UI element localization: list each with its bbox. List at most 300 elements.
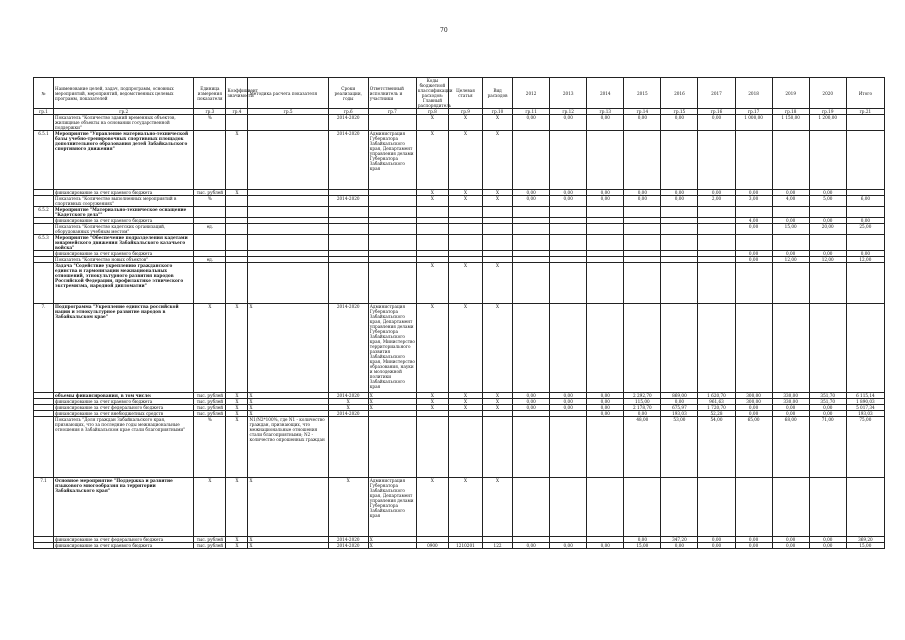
table-cell: X xyxy=(448,115,482,131)
table-cell xyxy=(846,115,884,131)
table-cell: 0,00 xyxy=(772,251,809,257)
table-cell xyxy=(698,235,735,251)
table-cell: 1 150,00 xyxy=(772,115,809,131)
table-cell xyxy=(194,207,226,218)
table-cell: 115,00 xyxy=(624,399,661,405)
table-cell: 0,00 xyxy=(661,115,698,131)
table-row xyxy=(34,478,885,537)
table-cell xyxy=(809,304,846,393)
table-cell: 0,00 xyxy=(550,405,587,411)
table-cell: 12,00 xyxy=(809,257,846,263)
table-cell: 0,00 xyxy=(550,399,587,405)
table-cell: 2012 xyxy=(513,78,550,109)
table-cell xyxy=(772,235,809,251)
table-cell: 53,00 xyxy=(661,417,698,478)
table-cell: 0,00 xyxy=(550,393,587,399)
table-cell: 300,00 xyxy=(735,393,772,399)
table-cell: 2017 xyxy=(698,78,735,109)
table-cell: X xyxy=(483,304,513,393)
table-cell: гр.12 xyxy=(550,109,587,115)
table-cell xyxy=(661,304,698,393)
table-cell: 6,00 xyxy=(846,196,884,207)
table-cell: 961,63 xyxy=(698,399,735,405)
table-cell: 12,00 xyxy=(846,257,884,263)
table-cell xyxy=(735,235,772,251)
table-cell xyxy=(226,115,248,131)
table-cell: 2014-2020 xyxy=(328,115,368,131)
table-cell: 330,00 xyxy=(772,393,809,399)
table-cell: Методика расчета показателя xyxy=(248,78,328,109)
table-cell xyxy=(34,224,54,235)
table-cell xyxy=(772,304,809,393)
table-cell: X xyxy=(368,405,416,411)
table-cell xyxy=(416,235,448,251)
table-cell: финансирование за счет краевого бюджета xyxy=(54,251,194,257)
table-cell: Задача "Содействие укреплению гражданского единства и гармонизации межнациональных отношений, этнокультурного развития народов Российской Федерации, профилактике этнического экстремизма, народной дипломатии" xyxy=(54,263,194,304)
table-cell: X xyxy=(416,393,448,399)
table-cell: 0,00 xyxy=(735,257,772,263)
table-cell: 0,00 xyxy=(587,393,624,399)
table-cell xyxy=(587,417,624,478)
table-cell xyxy=(483,207,513,218)
table-cell: 0,00 xyxy=(624,190,661,196)
table-cell: тыс. рублей xyxy=(194,411,226,417)
table-cell: объемы финансирования, в том числе: xyxy=(54,393,194,399)
table-cell: 0,00 xyxy=(661,543,698,549)
table-cell: X xyxy=(368,393,416,399)
table-cell xyxy=(513,207,550,218)
table-cell: 369,20 xyxy=(846,537,884,543)
table-cell: 2014-2020 xyxy=(328,393,368,399)
table-cell: 0,00 xyxy=(587,543,624,549)
table-cell: 7.1 xyxy=(34,478,54,537)
table-cell: X xyxy=(248,543,328,549)
table-cell xyxy=(809,235,846,251)
table-cell xyxy=(368,263,416,304)
table-cell xyxy=(587,304,624,393)
table-cell xyxy=(483,235,513,251)
table-cell: 6.5.1 xyxy=(34,131,54,190)
table-cell: 25,00 xyxy=(846,224,884,235)
table-cell: 2 292,70 xyxy=(624,393,661,399)
table-cell: 52,28 xyxy=(698,411,735,417)
table-cell: Подпрограмма "Укрепление единства российской нации и этнокультурное развитие народов в Забайкальском крае" xyxy=(54,304,194,393)
table-cell: 15,00 xyxy=(772,224,809,235)
table-cell: X xyxy=(483,478,513,537)
table-cell: N1/N2*100%, где N1 - количество граждан, признающих, что межнациональные отношения стали благоприятными; N2 - количество опрошенных граждан xyxy=(248,417,328,478)
table-cell: Сроки реализации, годы xyxy=(328,78,368,109)
table-cell: X xyxy=(328,399,368,405)
table-cell: Мероприятие "Материально-техническое оснащение "Кадетского дела"" xyxy=(54,207,194,218)
table-cell: 0,00 xyxy=(698,537,735,543)
table-cell xyxy=(661,235,698,251)
table-cell: тыс. рублей xyxy=(194,405,226,411)
table-row xyxy=(34,207,885,218)
table-cell xyxy=(846,478,884,537)
table-row xyxy=(34,115,885,131)
table-cell xyxy=(698,304,735,393)
table-cell: гр.1 xyxy=(34,109,54,115)
table-cell: гр.5 xyxy=(248,109,328,115)
table-row xyxy=(34,417,885,478)
table-cell xyxy=(226,196,248,207)
table-cell: 1 890,03 xyxy=(846,399,884,405)
table-cell: 0,00 xyxy=(698,543,735,549)
table-cell xyxy=(550,224,587,235)
table-cell: гр.7 xyxy=(368,109,416,115)
table-cell: Вид расходов xyxy=(483,78,513,109)
table-cell xyxy=(226,263,248,304)
table-cell: X xyxy=(448,304,482,393)
table-cell: X xyxy=(483,196,513,207)
table-cell xyxy=(550,235,587,251)
table-cell xyxy=(34,196,54,207)
table-cell: X xyxy=(328,405,368,411)
table-cell xyxy=(550,207,587,218)
table-cell: X xyxy=(248,399,328,405)
table-cell: X xyxy=(483,131,513,190)
table-cell: 0,00 xyxy=(624,196,661,207)
table-cell: 0,00 xyxy=(735,537,772,543)
table-cell xyxy=(513,235,550,251)
program-table xyxy=(33,77,885,549)
table-cell xyxy=(34,263,54,304)
table-cell xyxy=(448,207,482,218)
table-cell: 1 720,70 xyxy=(698,405,735,411)
table-cell: 1 620,70 xyxy=(698,393,735,399)
table-cell: 0,00 xyxy=(809,543,846,549)
table-cell: X xyxy=(194,478,226,537)
table-cell: X xyxy=(416,131,448,190)
table-cell: финансирование за счет федерального бюджета xyxy=(54,405,194,411)
table-cell xyxy=(846,207,884,218)
table-cell: 0,00 xyxy=(735,405,772,411)
table-cell xyxy=(194,235,226,251)
table-cell xyxy=(698,263,735,304)
table-cell xyxy=(661,478,698,537)
table-cell: 0,00 xyxy=(550,196,587,207)
table-cell: гр.14 xyxy=(624,109,661,115)
table-cell: 0,00 xyxy=(735,224,772,235)
table-cell xyxy=(587,224,624,235)
table-cell: 0,00 xyxy=(809,405,846,411)
table-cell: гр.19 xyxy=(809,109,846,115)
table-row xyxy=(34,304,885,393)
table-cell xyxy=(248,115,328,131)
table-cell: Коэффициент значимости xyxy=(226,78,248,109)
table-cell: 0,00 xyxy=(513,190,550,196)
table-cell: 0,00 xyxy=(698,190,735,196)
table-cell xyxy=(448,224,482,235)
table-cell: 6 115,14 xyxy=(846,393,884,399)
table-cell: % xyxy=(194,196,226,207)
table-cell: 0,00 xyxy=(624,411,661,417)
table-cell: 75,00 xyxy=(846,417,884,478)
table-cell: % xyxy=(194,115,226,131)
table-cell: 0,00 xyxy=(513,399,550,405)
table-cell: Итого xyxy=(846,78,884,109)
table-cell: X xyxy=(448,478,482,537)
table-cell: ед. xyxy=(194,224,226,235)
table-cell: X xyxy=(248,411,328,417)
table-cell: тыс. рублей xyxy=(194,537,226,543)
table-cell: 0,00 xyxy=(772,543,809,549)
table-cell: 0,00 xyxy=(846,251,884,257)
table-row xyxy=(34,224,885,235)
table-cell: гр.9 xyxy=(448,109,482,115)
table-cell: X xyxy=(448,131,482,190)
table-cell: 0,00 xyxy=(772,190,809,196)
table-cell: 0,00 xyxy=(624,115,661,131)
table-cell: X xyxy=(448,263,482,304)
table-cell xyxy=(661,263,698,304)
table-cell: 2,00 xyxy=(698,196,735,207)
table-cell xyxy=(226,224,248,235)
table-cell xyxy=(698,478,735,537)
table-cell: гр.18 xyxy=(772,109,809,115)
table-cell: 71,00 xyxy=(809,417,846,478)
table-cell: гр.8 xyxy=(416,109,448,115)
table-cell: гр.2 xyxy=(54,109,194,115)
table-cell xyxy=(587,235,624,251)
table-row xyxy=(34,543,885,549)
table-cell: 0,00 xyxy=(661,399,698,405)
table-cell: 675,97 xyxy=(661,405,698,411)
table-cell xyxy=(368,235,416,251)
table-cell: 4,00 xyxy=(772,196,809,207)
table-cell: 2018 xyxy=(735,78,772,109)
table-cell: финансирование за счет внебюджетных средств xyxy=(54,411,194,417)
table-cell xyxy=(368,207,416,218)
table-cell: финансирование за счет федерального бюджета xyxy=(54,537,194,543)
table-cell xyxy=(226,235,248,251)
table-cell xyxy=(328,417,368,478)
table-cell: 1 000,00 xyxy=(735,115,772,131)
table-cell: 0,00 xyxy=(809,411,846,417)
table-cell: 0900 xyxy=(416,543,448,549)
table-cell: 0,00 xyxy=(513,196,550,207)
table-cell xyxy=(624,304,661,393)
table-cell: 193,03 xyxy=(846,411,884,417)
table-cell: 2014-2020 xyxy=(328,411,368,417)
table-cell xyxy=(34,417,54,478)
table-cell: 0,00 xyxy=(735,251,772,257)
table-cell: тыс. рублей xyxy=(194,190,226,196)
table-cell: Основное мероприятие "Поддержка и развитие языкового многообразия на территории Забайкальского края" xyxy=(54,478,194,537)
table-cell: Ответственный исполнитель и участники xyxy=(368,78,416,109)
table-cell: 0,00 xyxy=(550,115,587,131)
table-cell: 3,00 xyxy=(735,196,772,207)
table-cell: 0,00 xyxy=(772,218,809,224)
table-row xyxy=(34,131,885,190)
table-cell: 0,00 xyxy=(587,190,624,196)
table-cell: Мероприятие "Обеспечение подразделения кадетами юнармейского движения Забайкальского казачьего войска" xyxy=(54,235,194,251)
table-cell: X xyxy=(226,537,248,543)
table-cell: X xyxy=(448,405,482,411)
table-cell xyxy=(624,224,661,235)
table-cell: X xyxy=(226,478,248,537)
table-cell: X xyxy=(416,478,448,537)
table-cell: финансирование за счет краевого бюджета xyxy=(54,399,194,405)
table-cell xyxy=(846,131,884,190)
table-cell: X xyxy=(194,304,226,393)
table-cell: 2014-2020 xyxy=(328,537,368,543)
table-cell: X xyxy=(248,304,328,393)
table-cell xyxy=(624,207,661,218)
table-cell: финансирование за счет краевого бюджета xyxy=(54,218,194,224)
table-cell xyxy=(248,263,328,304)
table-cell xyxy=(735,131,772,190)
table-cell: тыс. рублей xyxy=(194,543,226,549)
table-cell xyxy=(661,224,698,235)
table-cell: 0,00 xyxy=(661,190,698,196)
table-cell: Показатель "Доля граждан Забайкальского края, признающих, что за последние годы межнациональные отношения в Забайкальском крае стали благоприятными" xyxy=(54,417,194,478)
table-cell: Показатель "Количество выполненных мероприятий в спортивных сооружениях" xyxy=(54,196,194,207)
table-cell xyxy=(34,115,54,131)
table-cell: 65,00 xyxy=(735,417,772,478)
table-cell: X xyxy=(416,115,448,131)
table-cell: 2014-2020 xyxy=(328,543,368,549)
table-cell xyxy=(448,417,482,478)
table-cell: 48,00 xyxy=(624,417,661,478)
table-cell: 0,00 xyxy=(587,399,624,405)
table-cell xyxy=(328,207,368,218)
table-cell xyxy=(624,131,661,190)
table-cell: Мероприятие "Управление материально-технической базы учебно-тренировочных спортивных площадок дополнительного образования детей Забайкальского спортивного движения" xyxy=(54,131,194,190)
table-cell xyxy=(809,263,846,304)
table-cell: Показатель "Количество зданий временных объектов, жилищные объекты на основании государственной поддержки" xyxy=(54,115,194,131)
table-cell: X xyxy=(226,417,248,478)
table-cell: 0,00 xyxy=(587,115,624,131)
table-cell xyxy=(735,263,772,304)
table-cell xyxy=(194,263,226,304)
table-cell: 0,00 xyxy=(735,543,772,549)
table-cell xyxy=(661,131,698,190)
table-cell xyxy=(587,207,624,218)
table-cell: 15,00 xyxy=(846,543,884,549)
table-cell xyxy=(248,196,328,207)
table-cell xyxy=(226,207,248,218)
table-cell xyxy=(772,478,809,537)
table-cell: 2013 xyxy=(550,78,587,109)
table-cell: 0,00 xyxy=(772,405,809,411)
table-cell: 330,00 xyxy=(772,399,809,405)
table-cell: 0,00 xyxy=(846,218,884,224)
table-cell xyxy=(772,207,809,218)
table-cell xyxy=(368,196,416,207)
table-cell: 122 xyxy=(483,543,513,549)
table-cell: гр.3 xyxy=(194,109,226,115)
table-cell: X xyxy=(416,405,448,411)
table-cell: 869,00 xyxy=(661,393,698,399)
table-cell: 0,00 xyxy=(735,411,772,417)
table-cell: 12,00 xyxy=(772,257,809,263)
table-cell: X xyxy=(483,399,513,405)
table-cell: 0,00 xyxy=(809,537,846,543)
table-cell xyxy=(368,224,416,235)
header-row xyxy=(34,78,885,109)
table-cell xyxy=(772,131,809,190)
table-cell: 1210201 xyxy=(448,543,482,549)
table-cell xyxy=(368,115,416,131)
table-cell: Администрация Губернатора Забайкальского края, Департамент управления делами Губернатора Забайкальского края xyxy=(368,478,416,537)
table-cell xyxy=(550,131,587,190)
table-cell: 2014-2020 xyxy=(328,131,368,190)
table-cell xyxy=(809,131,846,190)
table-cell: X xyxy=(368,543,416,549)
table-cell: X xyxy=(483,393,513,399)
table-cell: X xyxy=(368,537,416,543)
table-cell: X xyxy=(226,393,248,399)
table-cell: X xyxy=(248,537,328,543)
table-cell: 1 200,00 xyxy=(809,115,846,131)
table-cell: 0,00 xyxy=(550,543,587,549)
table-row xyxy=(34,235,885,251)
table-cell xyxy=(698,131,735,190)
table-cell xyxy=(368,417,416,478)
table-cell: 2014 xyxy=(587,78,624,109)
table-cell xyxy=(328,235,368,251)
table-cell: 2019 xyxy=(772,78,809,109)
table-cell xyxy=(698,224,735,235)
table-cell: X xyxy=(416,190,448,196)
table-cell: 5 017,34 xyxy=(846,405,884,411)
table-cell xyxy=(809,478,846,537)
table-cell: 0,00 xyxy=(587,405,624,411)
table-cell: X xyxy=(226,131,248,190)
table-cell: 0,00 xyxy=(772,537,809,543)
table-cell: X xyxy=(416,263,448,304)
table-cell: гр.21 xyxy=(846,109,884,115)
table-cell: 2014-2020 xyxy=(328,304,368,393)
table-cell: Показатель "Количество новых объектов" xyxy=(54,257,194,263)
table-cell xyxy=(328,263,368,304)
table-cell: 0,00 xyxy=(772,411,809,417)
table-cell xyxy=(698,207,735,218)
table-cell: гр.10 xyxy=(483,109,513,115)
table-cell: X xyxy=(328,478,368,537)
table-cell: 2020 xyxy=(809,78,846,109)
table-cell: X xyxy=(483,405,513,411)
table-cell xyxy=(846,263,884,304)
table-cell: X xyxy=(448,393,482,399)
table-row xyxy=(34,263,885,304)
table-cell: % xyxy=(194,417,226,478)
table-cell: 7. xyxy=(34,304,54,393)
table-cell: 0,00 xyxy=(624,537,661,543)
table-cell xyxy=(483,224,513,235)
table-cell: 0,00 xyxy=(513,393,550,399)
table-cell xyxy=(624,478,661,537)
table-cell xyxy=(34,543,54,549)
table-cell: 351,70 xyxy=(809,393,846,399)
table-cell: 0,00 xyxy=(550,190,587,196)
table-cell: X xyxy=(248,405,328,411)
table-cell: 2 178,70 xyxy=(624,405,661,411)
table-row xyxy=(34,196,885,207)
table-cell xyxy=(624,263,661,304)
table-cell: 351,70 xyxy=(809,399,846,405)
table-cell xyxy=(513,304,550,393)
table-cell: X xyxy=(248,478,328,537)
table-cell: X xyxy=(226,399,248,405)
table-cell xyxy=(513,131,550,190)
table-cell xyxy=(772,263,809,304)
table-cell: X xyxy=(226,405,248,411)
table-cell xyxy=(587,478,624,537)
table-cell: Коды бюджетной классификации расходов: Главный распорядитель xyxy=(417,78,453,108)
table-cell xyxy=(416,417,448,478)
